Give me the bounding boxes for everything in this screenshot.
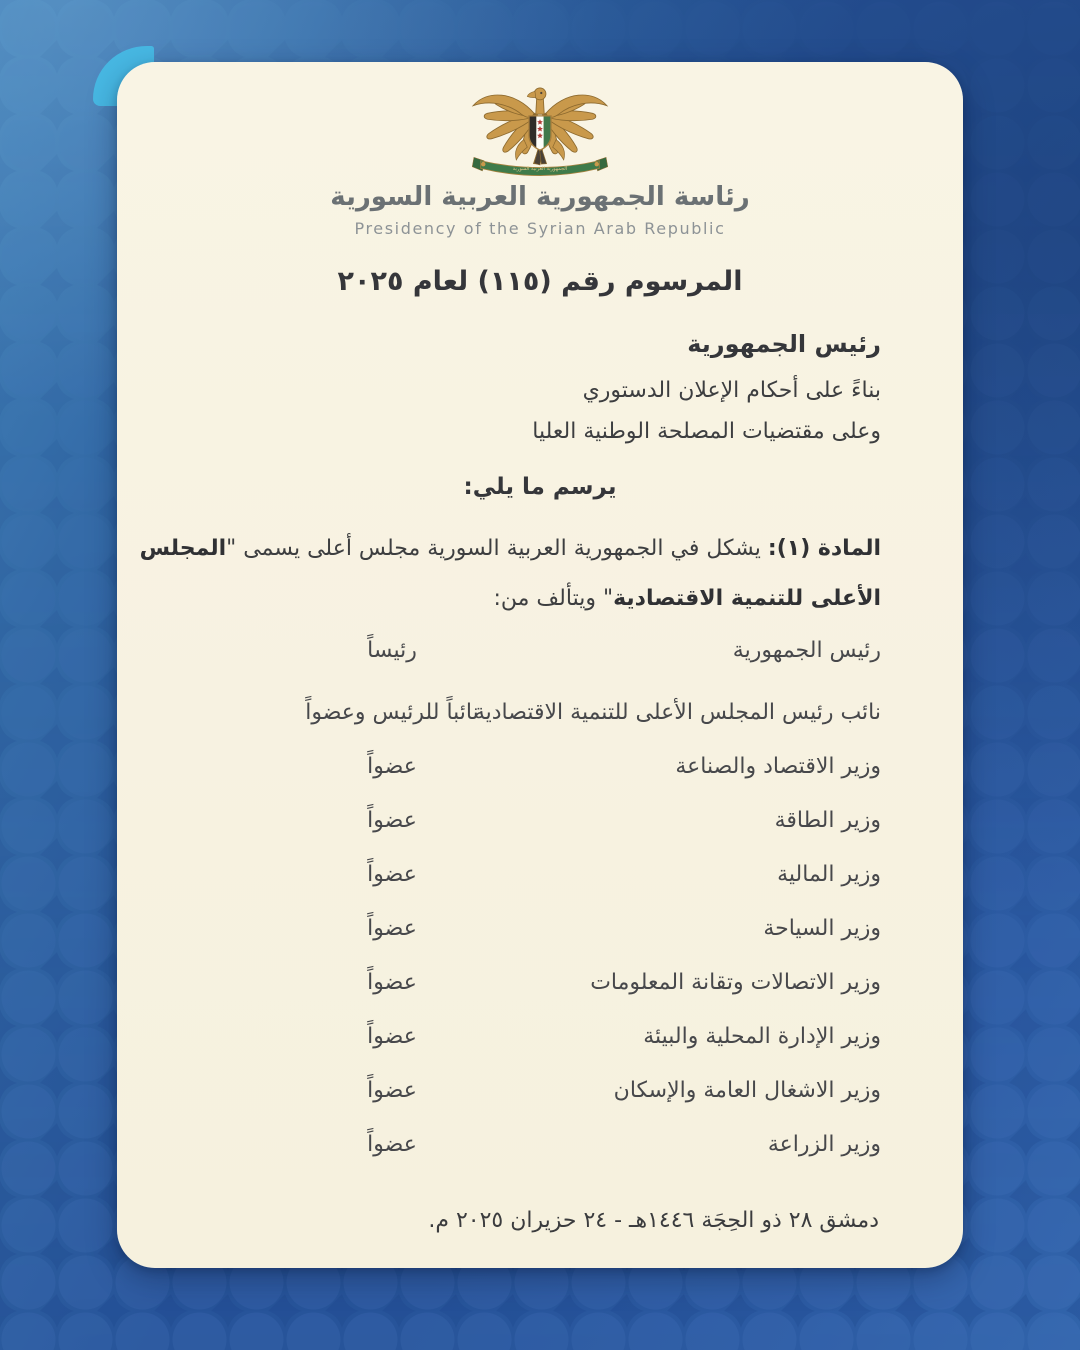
- member-role: عضواً: [367, 1077, 417, 1103]
- article-1-text: يشكل في الجمهورية العربية السورية مجلس أعلى يسمى ": [226, 536, 768, 561]
- member-role: عضواً: [367, 807, 417, 833]
- member-position: نائب رئيس المجلس الأعلى للتنمية الاقتصادية: [473, 699, 881, 725]
- member-role: عضواً: [367, 1131, 417, 1157]
- preamble-line-2: وعلى مقتضيات المصلحة الوطنية العليا: [532, 419, 881, 444]
- member-role: عضواً: [367, 969, 417, 995]
- article-1-line-2: [147, 574, 881, 624]
- org-name-english: Presidency of the Syrian Arab Republic: [354, 219, 726, 238]
- member-row: [117, 1117, 963, 1171]
- member-row: [117, 847, 963, 901]
- member-role: نائباً للرئيس وعضواً: [305, 699, 479, 725]
- member-position: وزير الإدارة المحلية والبيئة: [643, 1023, 881, 1049]
- decree-title: المرسوم رقم (١١٥) لعام ٢٠٢٥: [337, 266, 743, 297]
- member-row: [117, 623, 963, 677]
- member-row: [117, 955, 963, 1009]
- member-row: [117, 901, 963, 955]
- syrian-eagle-emblem-icon: [455, 82, 625, 187]
- dateline: دمشق ٢٨ ذو الحِجَة ١٤٤٦هـ - ٢٤ حزيران ٢٠٢٥ م.: [428, 1208, 879, 1233]
- member-position: وزير الاقتصاد والصناعة: [675, 753, 881, 779]
- member-position: وزير الاشغال العامة والإسكان: [613, 1077, 881, 1103]
- issuer-heading: رئيس الجمهورية: [687, 330, 881, 358]
- member-row: [117, 1063, 963, 1117]
- preamble-line-1: بناءً على أحكام الإعلان الدستوري: [582, 378, 881, 403]
- member-role: عضواً: [367, 861, 417, 887]
- member-row: [117, 685, 963, 739]
- member-position: وزير السياحة: [763, 915, 881, 941]
- member-row: [117, 1009, 963, 1063]
- member-role: عضواً: [367, 753, 417, 779]
- decree-intro: يرسم ما يلي:: [463, 474, 617, 500]
- member-position: وزير الاتصالات وتقانة المعلومات: [590, 969, 881, 995]
- member-role: عضواً: [367, 915, 417, 941]
- emblem-banner-text: الجمهورية العربية السورية: [512, 166, 568, 173]
- article-1-paragraph: [117, 524, 963, 624]
- org-name-arabic: رئاسة الجمهورية العربية السورية: [330, 182, 750, 212]
- members-list: [117, 623, 963, 1171]
- council-name-part-2: الأعلى للتنمية الاقتصادية: [613, 586, 881, 611]
- member-position: رئيس الجمهورية: [732, 637, 881, 663]
- article-1-text-end: " ويتألف من:: [493, 586, 614, 611]
- decree-document: [117, 62, 963, 1268]
- member-role: رئيساً: [367, 637, 417, 663]
- member-row: [117, 739, 963, 793]
- member-position: وزير الزراعة: [767, 1131, 881, 1157]
- member-row: [117, 793, 963, 847]
- member-position: وزير الطاقة: [774, 807, 881, 833]
- article-1-label: المادة (١):: [767, 536, 881, 561]
- emblem-wrap: [117, 82, 963, 187]
- article-1-line-1: [139, 524, 881, 574]
- council-name-part-1: المجلس: [139, 536, 227, 561]
- member-role: عضواً: [367, 1023, 417, 1049]
- member-position: وزير المالية: [777, 861, 881, 887]
